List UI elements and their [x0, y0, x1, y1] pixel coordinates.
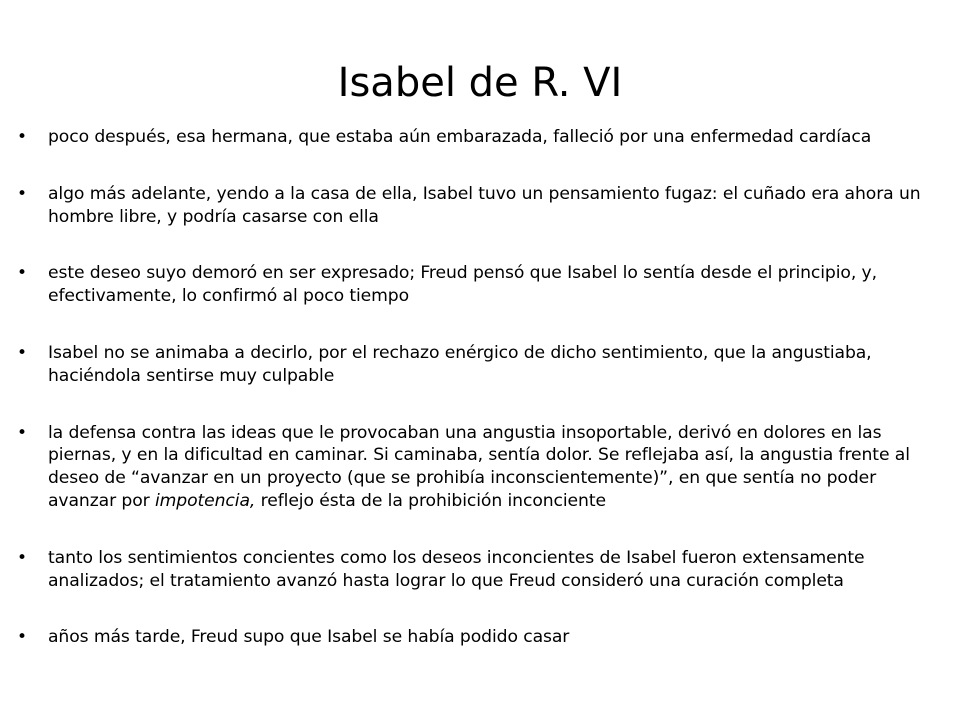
bullet-item [0, 126, 960, 149]
bullet-item [0, 547, 960, 593]
bullet-text-part: la defensa contra las ideas que le provocaban una angustia insoportable, derivó en dolores en las piernas, y en la dificultad en caminar. Si caminaba, sentía dolor. Se reflejaba así, la angustia frente al deseo de “avanzar en un proyecto (que se prohibía inconscientemente)”, en que sentía no poder avanzar por [48, 422, 910, 511]
bullet-item [0, 183, 960, 229]
bullet-text: años más tarde, Freud supo que Isabel se había podido casar [48, 627, 570, 648]
bullet-icon: • [17, 127, 27, 147]
bullet-icon: • [17, 547, 27, 568]
bullet-text-part: reflejo ésta de la prohibición inconciente [255, 490, 606, 511]
bullet-text [48, 423, 910, 511]
bullet-text: Isabel no se animaba a decirlo, por el rechazo enérgico de dicho sentimiento, que la angustiaba, haciéndola sentirse muy culpable [48, 342, 872, 386]
bullet-item [0, 262, 960, 308]
bullet-icon: • [17, 342, 27, 363]
bullet-list [0, 126, 960, 683]
slide-title: Isabel de R. VI [337, 59, 623, 106]
bullet-icon: • [17, 263, 27, 284]
bullet-text-italic: impotencia, [154, 490, 256, 511]
bullet-icon: • [17, 627, 27, 648]
bullet-item [0, 626, 960, 649]
bullet-item [0, 342, 960, 388]
bullet-text: algo más adelante, yendo a la casa de ella, Isabel tuvo un pensamiento fugaz: el cuñado era ahora un hombre libre, y podría casarse con ella [48, 183, 921, 227]
bullet-icon: • [17, 183, 27, 204]
bullet-text: tanto los sentimientos concientes como los deseos inconcientes de Isabel fueron extensamente analizados; el tratamiento avanzó hasta lograr lo que Freud consideró una curación completa [48, 547, 865, 591]
bullet-item [0, 422, 960, 513]
bullet-text: este deseo suyo demoró en ser expresado; Freud pensó que Isabel lo sentía desde el principio, y, efectivamente, lo confirmó al poco tiempo [48, 263, 877, 307]
bullet-text: poco después, esa hermana, que estaba aún embarazada, falleció por una enfermedad cardíaca [48, 127, 872, 147]
bullet-icon: • [17, 422, 27, 443]
